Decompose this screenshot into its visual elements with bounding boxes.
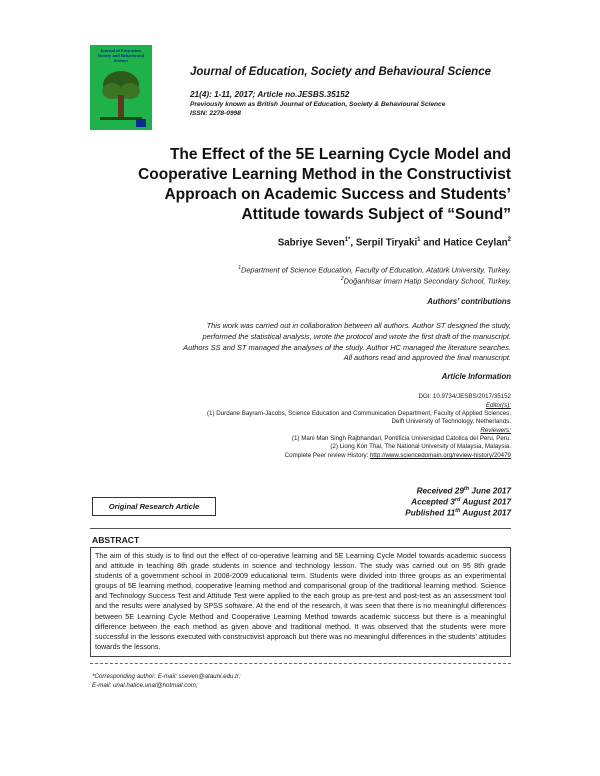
editor-label: Editor(s): [485, 402, 511, 409]
editor-line: (1) Durdane Bayram-Jacobs, Science Education and Communication Department, Faculty of Applied Sciences, [206, 410, 511, 417]
review-history [285, 452, 511, 460]
author-sup: 1* [344, 237, 351, 243]
abstract-heading: ABSTRACT [92, 535, 140, 545]
journal-name: Journal of Education, Society and Behavioural Science [190, 66, 491, 78]
reviewer-line: (2) Liong Kon Thai, The National University of Malaysia, Malaysia. [330, 443, 511, 450]
issn: ISSN: 2278-0998 [190, 110, 241, 117]
affiliation-1 [238, 265, 511, 274]
title-line: Attitude towards Subject of “Sound” [241, 206, 511, 223]
affiliation-text: Doğanhisar İmam Hatip Secondary School, Turkey. [343, 276, 511, 286]
received-date [417, 486, 511, 496]
author-name: Sabriye Seven [277, 237, 345, 249]
title-line: Approach on Academic Success and Students’ [164, 186, 511, 203]
title-line: Cooperative Learning Method in the Constructivist [138, 166, 511, 183]
date-label: Accepted 3 [411, 497, 455, 507]
date-label: Received 29 [416, 486, 464, 496]
author-list [278, 237, 511, 248]
date-sup: rd [454, 497, 461, 503]
secondary-email: E-mail: unal.hatice.unal@hotmail.com; [92, 682, 198, 689]
published-date [405, 508, 511, 518]
contribution-line: Authors SS and ST managed the analyses of the study. Author HC managed the literature searches. [183, 342, 511, 352]
article-title [71, 145, 511, 225]
author-name: Hatice Ceylan [443, 237, 508, 249]
date-sup: th [455, 508, 461, 514]
contribution-line: performed the statistical analysis, wrote the protocol and wrote the first draft of the manuscript. [202, 331, 511, 341]
corresponding-author: *Corresponding author: E-mail: sseven@atauni.edu.tr; [92, 673, 241, 680]
affiliation-sup: 2 [340, 276, 344, 282]
date-rest: June 2017 [469, 486, 511, 496]
contributions-heading: Authors’ contributions [427, 297, 511, 306]
article-info-heading: Article Information [441, 372, 511, 381]
review-history-label: Complete Peer review History: [284, 452, 370, 459]
doi: DOI: 10.9734/JESBS/2017/35152 [418, 393, 511, 400]
cover-title: Journal of Education, Society and Behavioural Science [97, 48, 145, 63]
reviewer-line: (1) Mani Man Singh Rajbhandari, Pontificia Universidad Catolica del Peru, Peru. [291, 435, 511, 442]
abstract-text: The aim of this study is to find out the effect of co-operative learning and 5E Learning Cycle Model towards academic success and attitude in teaching 8th grade students in science and technology lesson. The study was carried out on 95 8th grade students of a government school in 2008-2009 educational term. Students were divided into three groups as an experimental groups of 5E learning method, cooperative learning method and comparisonal group of the traditional learning method. Science and Technology Success Test and Attitude Test were applied to the each group as pre-test and post-test as an assessment tool and the results were analysed by SPSS software. At the end of the research, it was seen that there is no meaningful differences between 5E Learning Cycle Method and Cooperative Learning Method towards academic success but there is a meaningful difference between the each method as given above and traditional method. It was observed that the students were more successful in the lessons executed with constructivist approach but there was no meaningful differences in the students’ attitudes towards the lessons. [90, 547, 511, 657]
editor-line: Delft University of Technology, Netherlands. [391, 418, 511, 425]
contribution-line: This work was carried out in collaboration between all authors. Author ST designed the study, [206, 321, 511, 330]
affiliation-2 [341, 276, 511, 285]
article-type-box: Original Research Article [92, 497, 216, 516]
divider [90, 528, 511, 529]
affiliation-text: Department of Science Education, Faculty of Education, Atatürk University, Turkey. [240, 265, 511, 275]
title-line: The Effect of the 5E Learning Cycle Model and [169, 146, 511, 163]
contributions-text [91, 321, 511, 364]
date-sup: th [463, 486, 470, 492]
author-name: Serpil Tiryaki [355, 237, 418, 249]
author-separator: , [350, 237, 356, 249]
author-separator: and [420, 237, 444, 249]
reviewers-label: Reviewers: [480, 427, 511, 434]
date-rest: August 2017 [460, 497, 511, 507]
volume-info: 21(4): 1-11, 2017; Article no.JESBS.35152 [190, 90, 350, 99]
affiliation-sup: 1 [238, 265, 241, 271]
date-label: Published 11 [405, 508, 456, 518]
footnote-divider [90, 663, 511, 664]
author-sup: 2 [507, 237, 511, 243]
journal-cover [90, 45, 152, 130]
previously-known: Previously known as British Journal of Education, Society & Behavioural Science [190, 101, 446, 108]
author-sup: 1 [417, 237, 421, 243]
review-history-link[interactable]: http://www.sciencedomain.org/review-history/20479 [369, 452, 511, 459]
accepted-date [411, 497, 511, 507]
date-rest: August 2017 [460, 508, 511, 518]
contribution-line: All authors read and approved the final manuscript. [343, 353, 511, 363]
